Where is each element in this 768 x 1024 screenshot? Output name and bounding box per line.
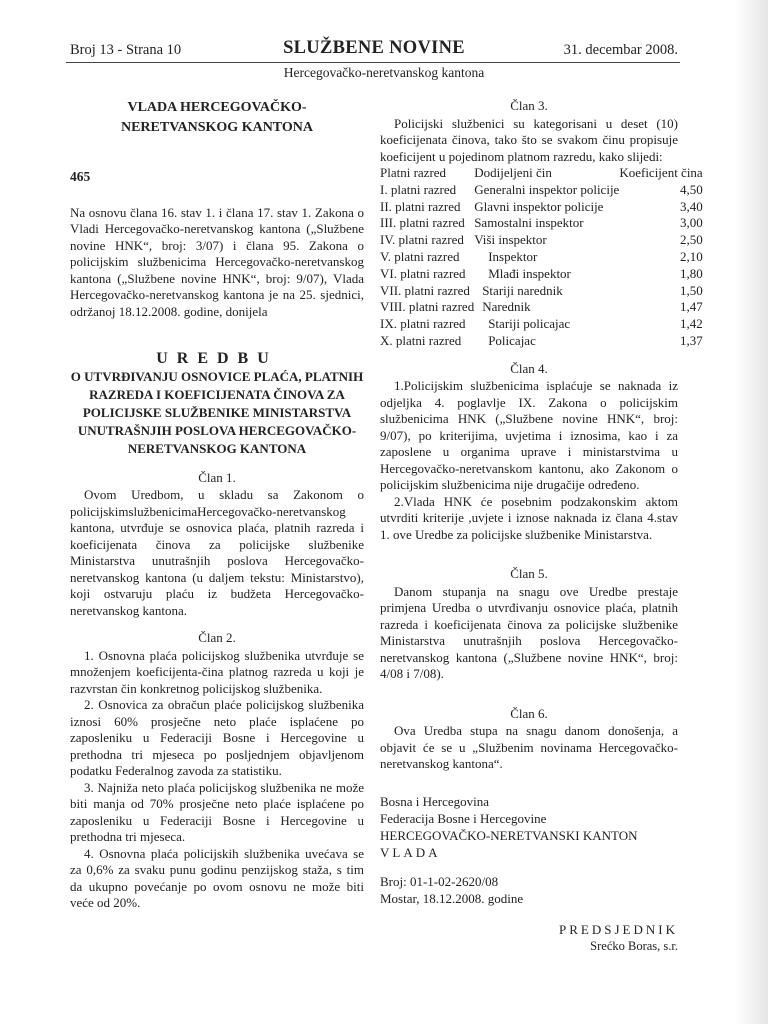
table-cell: V. platni razred	[380, 248, 460, 264]
table-cell: 1,42	[679, 316, 703, 332]
table-cell: Narednik	[482, 299, 531, 315]
table-cell: VI. platni razred	[380, 265, 466, 281]
left-column	[70, 98, 364, 912]
article-2-paragraph-4: 4. Osnovna plaća policijskih službenika uvećava se za 0,6% za svaku punu godinu penzijskog staža, s tim da ukupno povećanje po ovom osnovu ne može biti veće od 20%.	[70, 845, 364, 910]
act-type-heading: UREDBU	[156, 350, 278, 367]
pay-grade-table	[380, 165, 703, 350]
gazette-title: SLUŽBENE NOVINE	[283, 38, 465, 58]
article-5-text: Danom stupanja na snagu ove Uredbe prestaje primjena Uredba o utvrđivanju osnovice plaća, platnih razreda i koeficijenata činova za policijske službenike Ministarstva unutrašnjih poslova Hercegovačko-neretvanskog kantona („Službene novine HNK“, broj: 4/08 i 7/08).	[380, 583, 678, 682]
table-row	[380, 232, 703, 249]
signature-block	[380, 793, 678, 955]
table-cell: 2,10	[679, 248, 703, 264]
table-cell: 3,40	[679, 198, 703, 214]
page-edge-shadow	[734, 0, 768, 1024]
table-cell: IV. platni razred	[380, 232, 464, 248]
table-cell: Glavni inspektor policije	[474, 198, 604, 214]
signature-federation: Federacija Bosne i Hercegovine	[380, 810, 547, 826]
article-3-text: Policijski službenici su kategorisani u deset (10) koeficijenata činova, tako što se svakom činu propisuje koeficijent u pojedinom platnom razredu, kako slijedi:	[380, 115, 678, 164]
table-cell: Mlađi inspektor	[488, 265, 571, 281]
table-row	[380, 182, 703, 199]
table-header-cell: Dodijeljeni čin	[474, 165, 552, 180]
article-1-text: Ovom Uredbom, u skladu sa Zakonom o policijskimslužbenicimaHercegovačko-neretvanskog kantona, utvrđuje se osnovica plaća, platnih razreda i koeficijenata činova za policijske službenike Ministarstva unutrašnjih poslova Hercegovačko-neretvanskog kantona (u daljem tekstu: Ministarstvo), koji ostvaruju plaću iz budžeta Hercegovačko-neretvanskog kantona.	[70, 487, 364, 618]
table-header-cell: Koeficijent čina	[619, 165, 703, 180]
table-header-cell: Platni razred	[380, 165, 447, 180]
table-row	[380, 333, 703, 350]
table-cell: 3,00	[679, 215, 703, 231]
table-cell: 1,80	[679, 265, 703, 281]
president-title: PREDSJEDNIK	[559, 921, 678, 937]
table-row	[380, 249, 703, 266]
act-number: 465	[70, 169, 91, 184]
article-6-title: Član 6.	[510, 705, 548, 721]
government-name-line2: NERETVANSKOG KANTONA	[120, 120, 314, 135]
table-cell: Generalni inspektor policije	[474, 181, 620, 197]
table-header-row	[380, 165, 703, 182]
gazette-subtitle: Hercegovačko-neretvanskog kantona	[283, 65, 485, 80]
issue-number: Broj 13 - Strana 10	[70, 42, 182, 58]
header-rule	[66, 62, 680, 63]
reference-number: Broj: 01-1-02-2620/08	[380, 873, 499, 889]
signature-country: Bosna i Hercegovina	[380, 793, 490, 809]
table-row	[380, 283, 703, 300]
government-name-line1: VLADA HERCEGOVAČKO-	[127, 100, 307, 115]
preamble: Na osnovu člana 16. stav 1. i člana 17. stav 1. Zakona o Vladi Hercegovačko-neretvanskog kantona („Službene novine HNK“, broj: 3/07) i člana 95. Zakona o policijskim službenicima Hercegovačko-neretvanskog kantona („Službene novine HNK“, broj: 9/07), Vlada Hercegovačko-neretvanskog kantona je na 25. sjednici, održanoj 18.12.2008. godine, donijela	[70, 204, 364, 319]
issue-date: 31. decembar 2008.	[563, 42, 678, 58]
act-subject: O UTVRĐIVANJU OSNOVICE PLAĆA, PLATNIH RAZREDA I KOEFICIJENATA ČINOVA ZA POLICIJSKE SLUŽBENIKE MINISTARSTVA UNUTRAŠNJIH POSLOVA HERCEGOVAČKO-NERETVANSKOG KANTONA	[70, 368, 364, 456]
place-and-date: Mostar, 18.12.2008. godine	[380, 890, 524, 906]
article-2-paragraph-3: 3. Najniža neto plaća policijskog službenika ne može biti manja od 70% prosječne neto plaće isplaćene po zaposleniku u Federaciji Bosne i Hercegovine u prethodna tri mjeseca.	[70, 779, 364, 844]
article-2-paragraph-2: 2. Osnovica za obračun plaće policijskog službenika iznosi 60% prosječne neto plaće isplaćene po zaposleniku u Federaciji Bosne i Hercegovine u prethodna tri mjeseca po posljednjem objavljenom podatku Federalnog zavoda za statistiku.	[70, 697, 364, 778]
article-2-paragraph-1: 1. Osnovna plaća policijskog službenika utvrđuje se množenjem koeficijenta-čina platnog razreda u koji je razvrstan čin konkretnog policijskog službenika.	[70, 647, 364, 696]
table-cell: Stariji narednik	[482, 282, 563, 298]
table-cell: 2,50	[679, 232, 703, 248]
table-cell: Viši inspektor	[474, 232, 547, 248]
article-6-text: Ova Uredba stupa na snagu danom donošenja, a objavit će se u „Službenim novinama Hercegovačko-neretvanskog kantona“.	[380, 723, 678, 772]
signature-government: VLADA	[380, 844, 441, 860]
article-2-title: Član 2.	[198, 630, 236, 645]
article-1-title: Član 1.	[198, 469, 236, 485]
table-cell: Policajac	[488, 332, 536, 348]
table-cell: VIII. platni razred	[380, 299, 475, 315]
article-4-paragraph-2: 2.Vlada HNK će posebnim podzakonskim aktom utvrditi kriterije ,uvjete i iznose naknada iz člana 4.stav 1. ove Uredbe za policijske službenike Ministarstva.	[380, 493, 678, 542]
signature-canton: HERCEGOVAČKO-NERETVANSKI KANTON	[380, 827, 638, 843]
signer-name: Srećko Boras, s.r.	[590, 938, 678, 953]
table-cell: II. platni razred	[380, 198, 461, 214]
table-row	[380, 316, 703, 333]
table-cell: 1,50	[679, 282, 703, 298]
table-cell: Samostalni inspektor	[474, 215, 584, 231]
right-column	[380, 98, 703, 955]
table-cell: 4,50	[679, 181, 703, 197]
table-cell: Inspektor	[488, 248, 538, 264]
table-cell: IX. platni razred	[380, 316, 466, 332]
table-cell: 1,37	[679, 332, 703, 348]
page-header	[70, 38, 678, 64]
table-cell: Stariji policajac	[488, 316, 571, 332]
table-row	[380, 299, 703, 316]
article-5-title: Član 5.	[510, 566, 548, 582]
table-row	[380, 266, 703, 283]
table-row	[380, 199, 703, 216]
table-cell: 1,47	[679, 299, 703, 315]
table-cell: III. platni razred	[380, 215, 465, 231]
article-4-title: Član 4.	[510, 360, 548, 376]
table-row	[380, 215, 703, 232]
table-cell: X. platni razred	[380, 332, 462, 348]
table-cell: I. platni razred	[380, 181, 457, 197]
article-4-paragraph-1: 1.Policijskim službenicima isplaćuje se naknada iz odjeljka 4. poglavlje IX. Zakona o policijskim službenicima HNK („Službene novine HNK“, broj: 9/07), po kriterijima, uvjetima i iznosima, kao i za zaposlene u organima uprave i ministarstvima u Hercegovačko-neretvanskom kantonu, ako Zakonom o policijskim službenicima nije drugačije određeno.	[380, 378, 678, 493]
table-cell: VII. platni razred	[380, 282, 470, 298]
article-3-title: Član 3.	[510, 98, 548, 113]
